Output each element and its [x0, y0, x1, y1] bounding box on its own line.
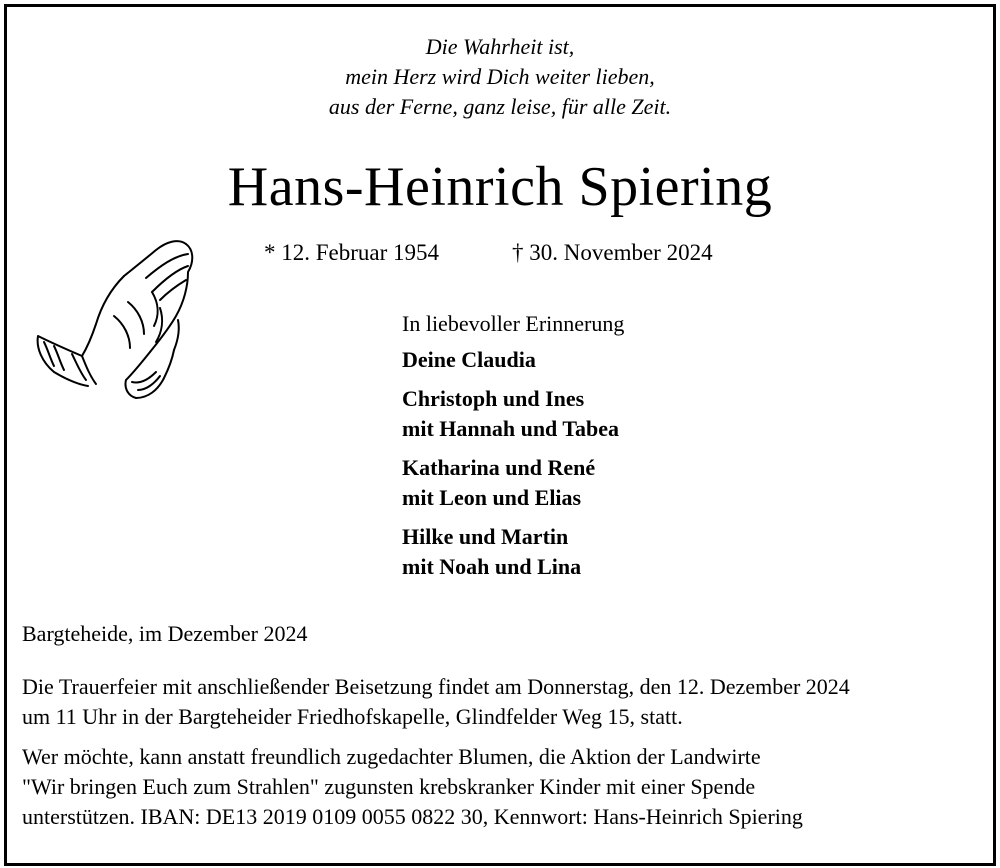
mourner-group [402, 453, 624, 513]
place-and-date: Bargteheide, im Dezember 2024 [22, 621, 308, 646]
ceremony-info [22, 672, 850, 732]
mourner-group [402, 522, 624, 582]
mourner-line: Deine Claudia [402, 347, 536, 372]
poem-line: aus der Ferne, ganz leise, für alle Zeit. [328, 94, 672, 119]
memorial-poem [0, 32, 1000, 122]
mourners-intro: In liebevoller Erinnerung [402, 311, 625, 336]
deceased-name: Hans-Heinrich Spiering [227, 156, 773, 218]
mourner-group [402, 345, 624, 375]
donation-line: unterstützen. IBAN: DE13 2019 0109 0055 0822 30, Kennwort: Hans-Heinrich Spiering [22, 804, 803, 829]
mourner-line: Hilke und Martin [402, 524, 569, 549]
death-date: † 30. November 2024 [512, 240, 713, 265]
donation-line: "Wir bringen Euch zum Strahlen" zugunsten krebskranker Kinder mit einer Spende [22, 774, 756, 799]
mourner-line: mit Noah und Lina [402, 554, 582, 579]
donation-info [22, 742, 803, 832]
praying-hands-icon [28, 232, 198, 404]
ceremony-line: Die Trauerfeier mit anschließender Beisetzung findet am Donnerstag, den 12. Dezember 2024 [22, 674, 850, 699]
mourners-list [402, 309, 624, 582]
mourner-group [402, 384, 624, 444]
poem-line: Die Wahrheit ist, [425, 34, 575, 59]
mourner-line: Christoph und Ines [402, 386, 585, 411]
donation-line: Wer möchte, kann anstatt freundlich zugedachter Blumen, die Aktion der Landwirte [22, 744, 761, 769]
mourner-line: mit Hannah und Tabea [402, 416, 620, 441]
birth-date: * 12. Februar 1954 [264, 240, 440, 265]
mourner-line: mit Leon und Elias [402, 485, 582, 510]
poem-line: mein Herz wird Dich weiter lieben, [345, 64, 655, 89]
ceremony-line: um 11 Uhr in der Bargteheider Friedhofskapelle, Glindfelder Weg 15, statt. [22, 704, 683, 729]
mourner-line: Katharina und René [402, 455, 596, 480]
